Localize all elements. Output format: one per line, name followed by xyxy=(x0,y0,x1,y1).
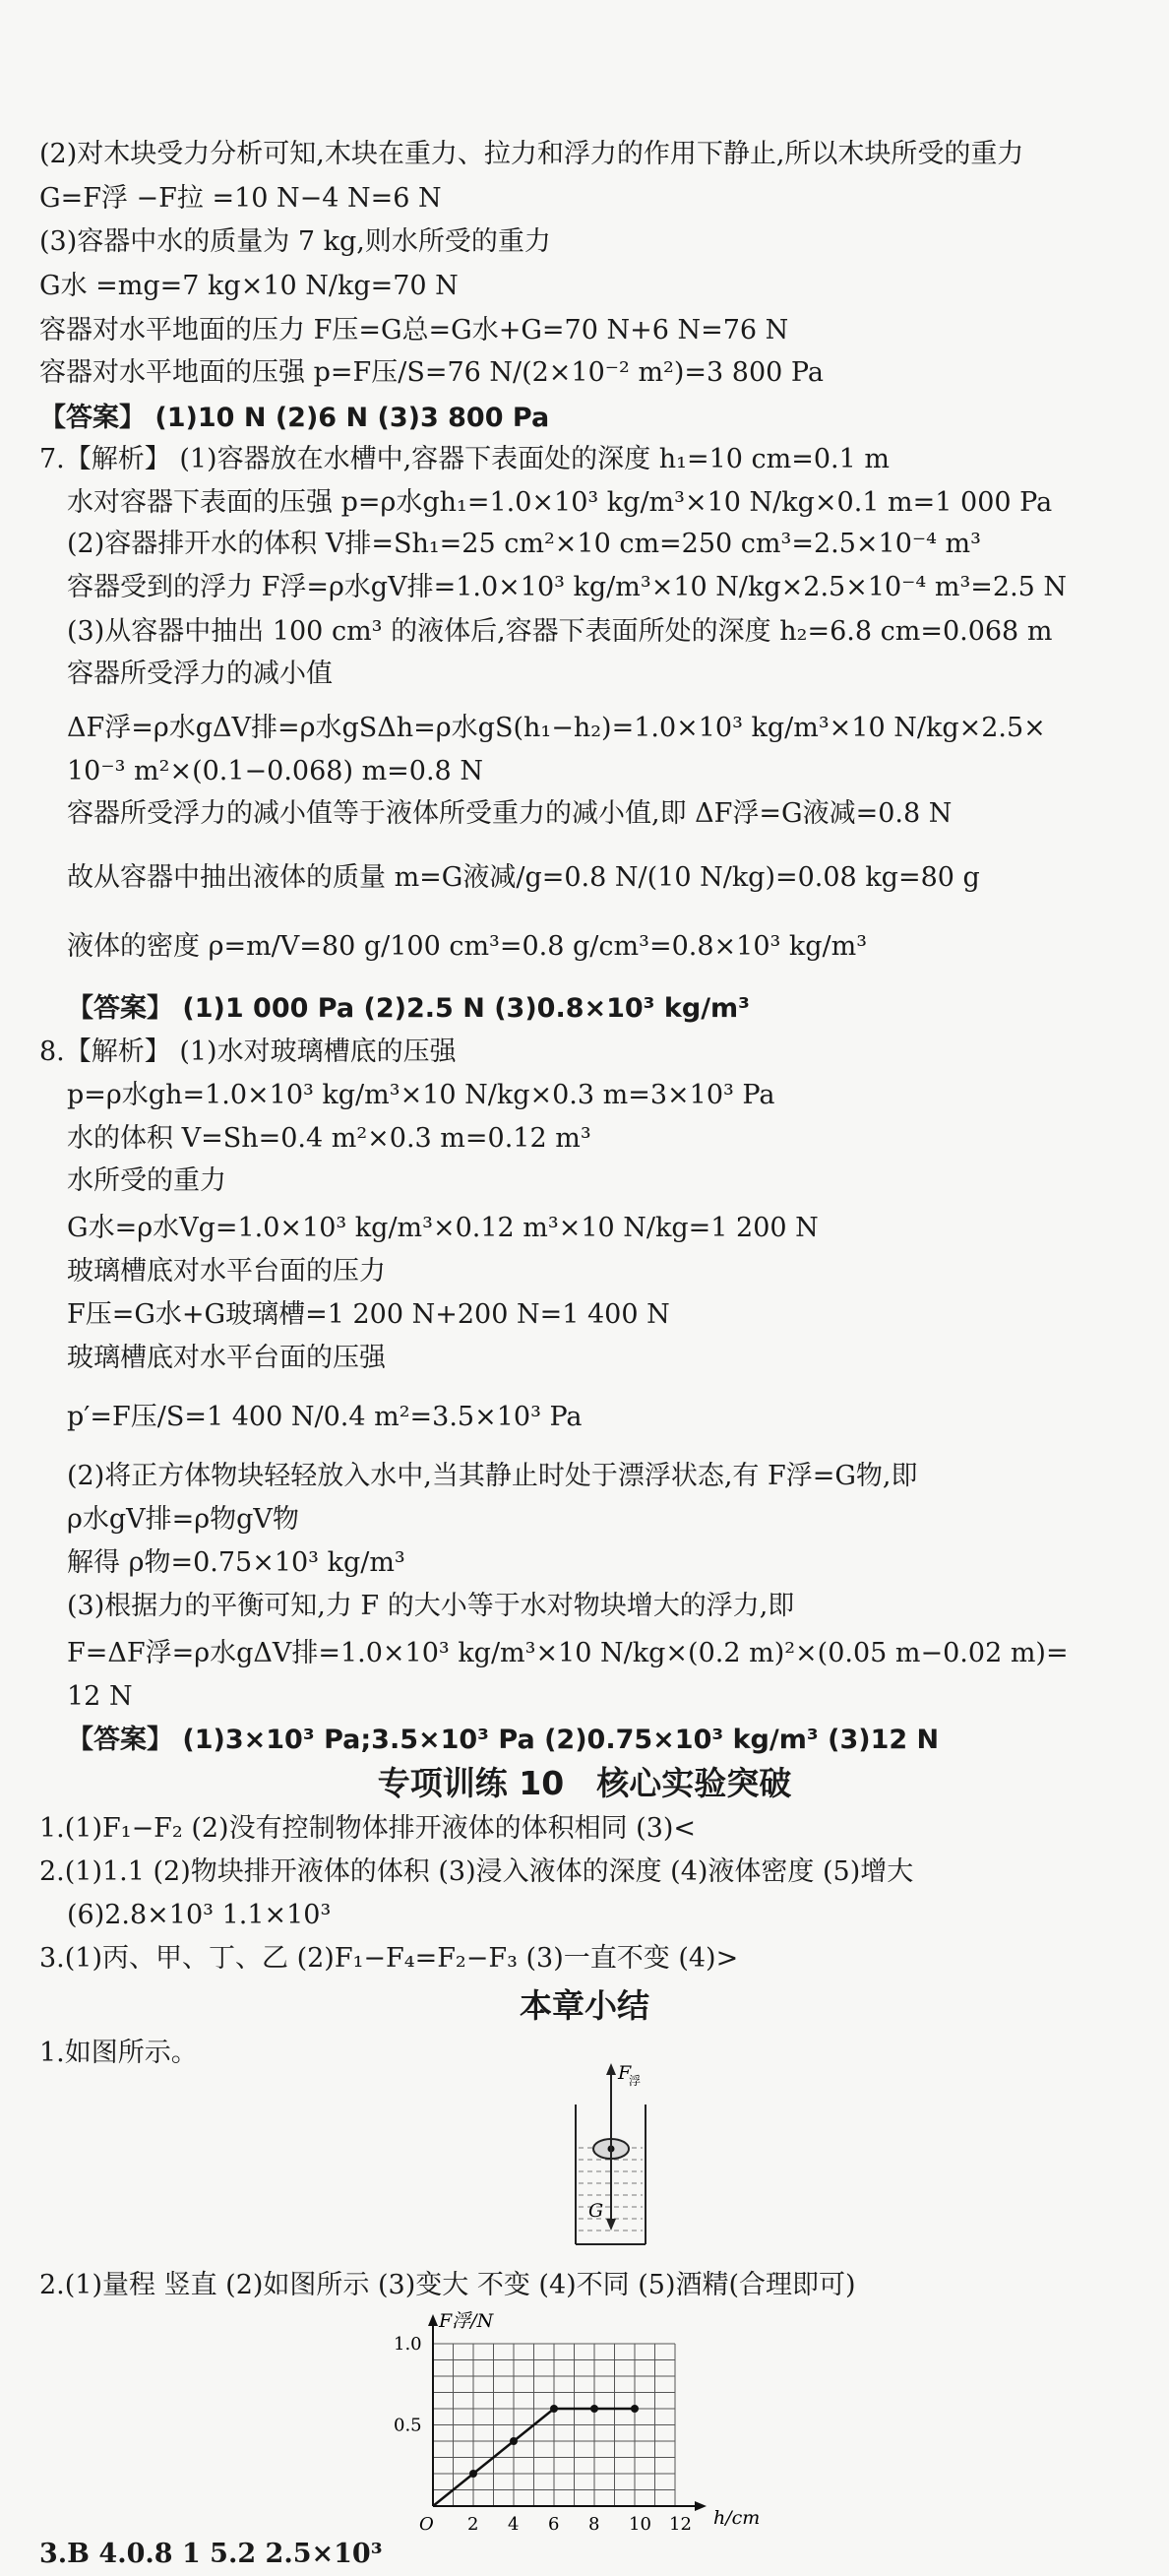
text-line: 玻璃槽底对水平台面的压力 xyxy=(67,1256,386,1287)
data-point xyxy=(469,2470,477,2478)
text-line: 容器对水平地面的压力 F压=G总=G水+G=70 N+6 N=76 N xyxy=(39,315,789,346)
answer-line: 【答案】 (1)1 000 Pa (2)2.5 N (3)0.8×10³ kg/m³ xyxy=(67,993,751,1024)
text-line: 10⁻³ m²×(0.1−0.068) m=0.8 N xyxy=(67,756,483,786)
answer-line: 【答案】 (1)10 N (2)6 N (3)3 800 Pa xyxy=(39,403,550,433)
text-line: (2)容器排开水的体积 V排=Sh₁=25 cm²×10 cm=250 cm³=2.5×10⁻⁴ m³ xyxy=(67,529,981,559)
section-heading: 专项训练 10 核心实验突破 xyxy=(377,1764,792,1802)
x-tick-label: 6 xyxy=(548,2514,560,2535)
data-point xyxy=(510,2437,518,2445)
gravity-arrowhead xyxy=(606,2219,616,2230)
text-line: 2.(1)1.1 (2)物块排开液体的体积 (3)浸入液体的深度 (4)液体密度 (5)增大 xyxy=(39,1856,914,1887)
data-point xyxy=(631,2405,639,2413)
chart-series xyxy=(433,2405,639,2506)
text-line: (3)从容器中抽出 100 cm³ 的液体后,容器下表面所处的深度 h₂=6.8 cm=0.068 m xyxy=(67,616,1053,647)
text-line: G水=ρ水Vg=1.0×10³ kg/m³×0.12 m³×10 N/kg=1 200 N xyxy=(67,1213,819,1243)
text-line: 2.(1)量程 竖直 (2)如图所示 (3)变大 不变 (4)不同 (5)酒精(合理即可) xyxy=(39,2270,856,2300)
text-line: 液体的密度 ρ=m/V=80 g/100 cm³=0.8 g/cm³=0.8×10³ kg/m³ xyxy=(67,931,868,962)
buoyancy-label: F xyxy=(618,2062,632,2084)
text-line: 容器所受浮力的减小值 xyxy=(67,659,333,689)
data-point xyxy=(550,2405,558,2413)
text-line: ρ水gV排=ρ物gV物 xyxy=(67,1504,299,1535)
text-line: 水对容器下表面的压强 p=ρ水gh₁=1.0×10³ kg/m³×10 N/kg×0.1 m=1 000 Pa xyxy=(67,487,1053,518)
question-7-line: 7.【解析】 (1)容器放在水槽中,容器下表面处的深度 h₁=10 cm=0.1 m xyxy=(39,444,890,474)
y-tick-label: 1.0 xyxy=(394,2334,422,2355)
y-axis-label: F浮/N xyxy=(439,2310,494,2332)
text-line: 3.(1)丙、甲、丁、乙 (2)F₁−F₄=F₂−F₃ (3)一直不变 (4)> xyxy=(39,1943,739,1974)
x-tick-label: 10 xyxy=(629,2514,651,2535)
gravity-label: G xyxy=(588,2200,604,2222)
text-line: 12 N xyxy=(67,1681,133,1712)
text-line: 玻璃槽底对水平台面的压强 xyxy=(67,1343,386,1373)
x-tick-label: 8 xyxy=(588,2514,600,2535)
text-line: (3)根据力的平衡可知,力 F 的大小等于水对物块增大的浮力,即 xyxy=(67,1591,795,1621)
text-line: p′=F压/S=1 400 N/0.4 m²=3.5×10³ Pa xyxy=(67,1402,583,1432)
text-line: (2)对木块受力分析可知,木块在重力、拉力和浮力的作用下静止,所以木块所受的重力 xyxy=(39,139,1024,169)
text-line: (2)将正方体物块轻轻放入水中,当其静止时处于漂浮状态,有 F浮=G物,即 xyxy=(67,1461,918,1491)
x-tick-label: 4 xyxy=(508,2514,520,2535)
text-line: G=F浮 −F拉 =10 N−4 N=6 N xyxy=(39,183,442,214)
buoyancy-label-sub: 浮 xyxy=(629,2074,642,2088)
section-heading: 本章小结 xyxy=(520,1986,649,2025)
text-line: 容器受到的浮力 F浮=ρ水gV排=1.0×10³ kg/m³×10 N/kg×2.5×10⁻⁴ m³=2.5 N xyxy=(67,572,1068,602)
y-axis-arrow xyxy=(428,2314,438,2326)
chart-ticks xyxy=(394,2334,692,2535)
text-line: 1.(1)F₁−F₂ (2)没有控制物体排开液体的体积相同 (3)< xyxy=(39,1813,697,1844)
x-tick-label: 2 xyxy=(467,2514,479,2535)
y-tick-label: 0.5 xyxy=(394,2415,422,2436)
x-tick-label: 12 xyxy=(669,2514,692,2535)
text-line: (3)容器中水的质量为 7 kg,则水所受的重力 xyxy=(39,226,551,257)
buoyancy-figure xyxy=(512,2057,689,2254)
text-line: 容器所受浮力的减小值等于液体所受重力的减小值,即 ΔF浮=G液减=0.8 N xyxy=(67,798,953,829)
x-axis-label: h/cm xyxy=(713,2507,761,2529)
text-line: 3.B 4.0.8 1 5.2 2.5×10³ xyxy=(39,2539,383,2569)
answer-line: 【答案】 (1)3×10³ Pa;3.5×10³ Pa (2)0.75×10³ kg/m³ (3)12 N xyxy=(67,1725,940,1755)
x-tick-label: O xyxy=(419,2514,434,2535)
question-8-line: 8.【解析】 (1)水对玻璃槽底的压强 xyxy=(39,1037,457,1067)
buoyancy-arrowhead xyxy=(606,2063,616,2075)
text-line: (6)2.8×10³ 1.1×10³ xyxy=(67,1900,332,1930)
text-line: 容器对水平地面的压强 p=F压/S=76 N/(2×10⁻² m²)=3 800 Pa xyxy=(39,357,824,388)
text-line: 故从容器中抽出液体的质量 m=G液减/g=0.8 N/(10 N/kg)=0.08 kg=80 g xyxy=(67,862,980,893)
text-line: G水 =mg=7 kg×10 N/kg=70 N xyxy=(39,271,459,301)
text-line: 水所受的重力 xyxy=(67,1165,226,1196)
text-line: 水的体积 V=Sh=0.4 m²×0.3 m=0.12 m³ xyxy=(67,1123,591,1154)
x-axis-arrow xyxy=(695,2501,707,2511)
chart-grid xyxy=(433,2344,675,2506)
text-line: 解得 ρ物=0.75×10³ kg/m³ xyxy=(67,1547,405,1578)
text-line: F=ΔF浮=ρ水gΔV排=1.0×10³ kg/m³×10 N/kg×(0.2 m)²×(0.05 m−0.02 m)= xyxy=(67,1638,1069,1668)
text-line: F压=G水+G玻璃槽=1 200 N+200 N=1 400 N xyxy=(67,1299,670,1330)
text-line: ΔF浮=ρ水gΔV排=ρ水gSΔh=ρ水gS(h₁−h₂)=1.0×10³ kg/m³×10 N/kg×2.5× xyxy=(67,713,1046,743)
buoyancy-depth-chart xyxy=(374,2309,797,2536)
text-line: p=ρ水gh=1.0×10³ kg/m³×10 N/kg×0.3 m=3×10³ Pa xyxy=(67,1080,775,1110)
text-line: 1.如图所示。 xyxy=(39,2038,198,2068)
data-point xyxy=(590,2405,598,2413)
